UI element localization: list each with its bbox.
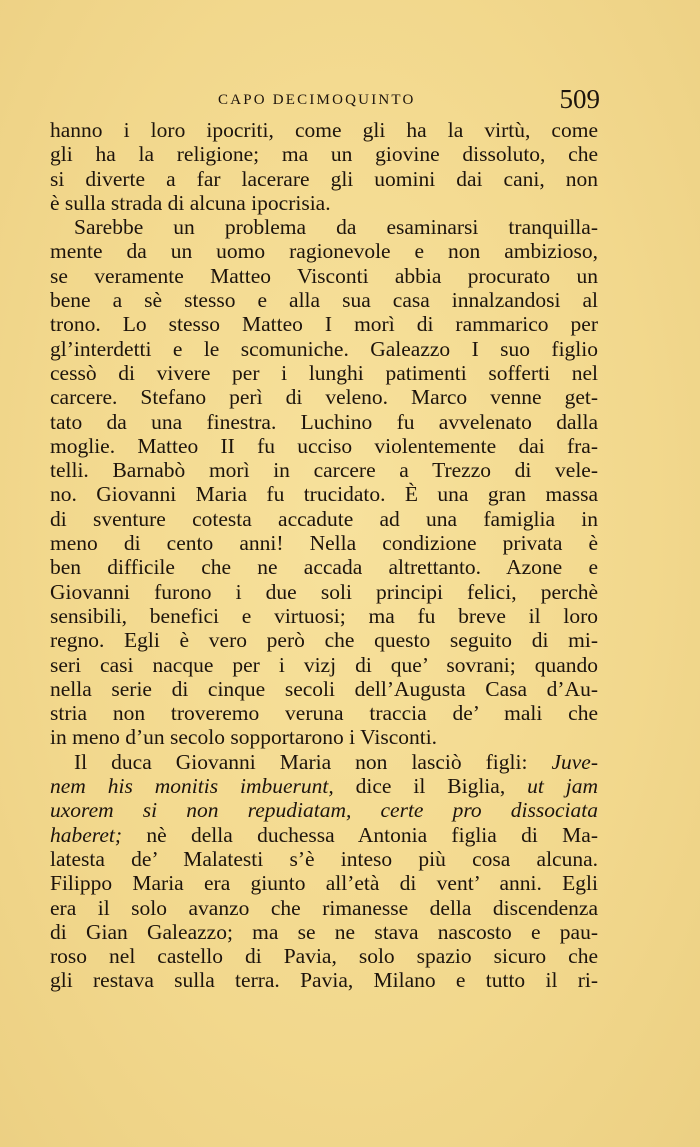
italic-text: Juve- (551, 749, 598, 774)
text-line: cessò di vivere per i lunghi patimenti sofferti nel (50, 360, 598, 385)
text-line (50, 823, 598, 847)
text-line: moglie. Matteo II fu ucciso violentemente dai fra- (50, 433, 598, 458)
italic-text: haberet; (50, 822, 123, 847)
text-line: hanno i loro ipocriti, come gli ha la virtù, come (50, 118, 598, 142)
text-line: gli ha la religione; ma un giovine dissoluto, che (50, 142, 598, 167)
text-line: è sulla strada di alcuna ipocrisia. (50, 190, 331, 215)
text-line (50, 750, 598, 774)
text-line: roso nel castello di Pavia, solo spazio sicuro che (50, 944, 598, 969)
page-header (50, 86, 600, 120)
text-line: seri casi nacque per i vizj di que’ sovrani; quando (50, 652, 598, 677)
text-line: Giovanni furono i due soli principi felici, perchè (50, 579, 598, 604)
text-line: carcere. Stefano perì di veleno. Marco venne get- (50, 385, 598, 410)
text-line: stria non troveremo veruna traccia de’ mali che (50, 701, 598, 726)
text-span: dice il Biglia, (333, 774, 528, 799)
text-line: sensibili, benefici e virtuosi; ma fu breve il loro (50, 603, 598, 628)
italic-text: ut jam (527, 774, 598, 799)
text-line (50, 774, 598, 798)
text-line: regno. Egli è vero però che questo seguito di mi- (50, 628, 598, 653)
text-line: tato da una finestra. Luchino fu avvelenato dalla (50, 409, 598, 434)
text-span: nè della duchessa Antonia figlia di Ma- (122, 822, 598, 847)
text-line: nella serie di cinque secoli dell’Augusta Casa d’Au- (50, 676, 598, 701)
text-line: meno di cento anni! Nella condizione privata è (50, 531, 598, 556)
text-line: trono. Lo stesso Matteo I morì di rammarico per (50, 312, 598, 337)
running-title: CAPO DECIMOQUINTO (218, 92, 416, 108)
text-line: gl’interdetti e le scomuniche. Galeazzo I suo figlio (50, 336, 598, 361)
text-span: Il duca Giovanni Maria non lasciò figli: (74, 749, 552, 774)
text-line: telli. Barnabò morì in carcere a Trezzo di vele- (50, 458, 598, 483)
text-line: di Gian Galeazzo; ma se ne stava nascosto e pau- (50, 919, 598, 944)
text-line: no. Giovanni Maria fu trucidato. È una gran massa (50, 482, 598, 507)
body-text (50, 118, 598, 993)
italic-text: uxorem si non repudiatam, certe pro dissociata (50, 798, 598, 823)
text-line (50, 798, 598, 822)
text-line: ben difficile che ne accada altrettanto. Azone e (50, 555, 598, 580)
text-line: di sventure cotesta accadute ad una famiglia in (50, 506, 598, 531)
italic-text: nem his monitis imbuerunt, (50, 774, 334, 799)
text-line: in meno d’un secolo sopportarono i Visconti. (50, 725, 438, 750)
text-line: bene a sè stesso e alla sua casa innalzandosi al (50, 288, 598, 313)
text-line: era il solo avanzo che rimanesse della discendenza (50, 895, 598, 920)
text-line: gli restava sulla terra. Pavia, Milano e tutto il ri- (50, 968, 598, 993)
text-line: si diverte a far lacerare gli uomini dai cani, non (50, 166, 598, 191)
text-line: Sarebbe un problema da esaminarsi tranquilla- (74, 215, 598, 240)
text-line: mente da un uomo ragionevole e non ambizioso, (50, 239, 598, 264)
text-line: se veramente Matteo Visconti abbia procurato un (50, 263, 598, 288)
text-line: Filippo Maria era giunto all’età di vent’ anni. Egli (50, 871, 598, 896)
text-line: latesta de’ Malatesti s’è inteso più cosa alcuna. (50, 846, 598, 871)
page-number: 509 (559, 84, 600, 114)
